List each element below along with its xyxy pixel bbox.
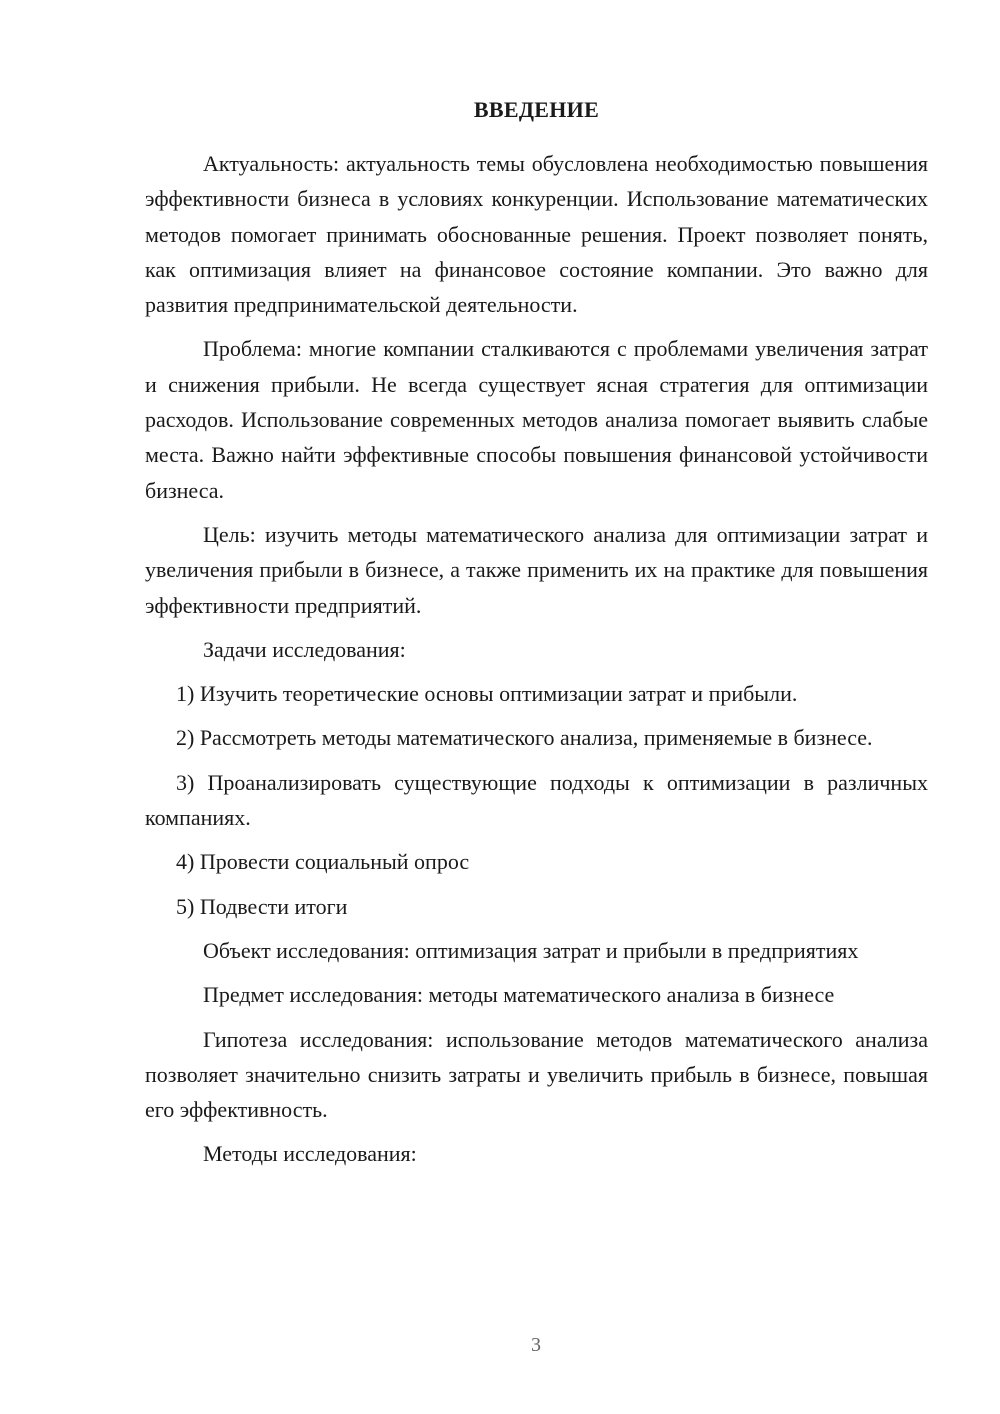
paragraph-tasks-intro: Задачи исследования: [203, 636, 406, 662]
paragraph-relevance: Актуальность: актуальность темы обусловлена необходимостью повышения эффективности бизнеса в условиях конкуренции. Использование математических методов помогает принимать обоснованные решения. Проект позволяет понять, как оптимизация влияет на финансовое состояние компании. Это важно для развития предпринимательской деятельности. [145, 151, 928, 318]
task-item-4: 4) Провести социальный опрос [176, 849, 470, 875]
document-page [145, 96, 928, 1181]
task-item-3: 3) Проанализировать существующие подходы к оптимизации в различных компаниях. [145, 769, 928, 831]
paragraph-object: Объект исследования: оптимизация затрат и прибыли в предприятиях [203, 937, 859, 963]
paragraph-subject: Предмет исследования: методы математического анализа в бизнесе [203, 982, 835, 1008]
page-number: 3 [531, 1334, 541, 1356]
task-item-2: 2) Рассмотреть методы математического анализа, применяемые в бизнесе. [176, 725, 873, 751]
task-item-5: 5) Подвести итоги [176, 893, 348, 919]
task-item-1: 1) Изучить теоретические основы оптимизации затрат и прибыли. [176, 681, 798, 707]
paragraph-hypothesis: Гипотеза исследования: использование методов математического анализа позволяет значительно снизить затраты и увеличить прибыль в бизнесе, повышая его эффективность. [145, 1026, 928, 1123]
section-heading: ВВЕДЕНИЕ [473, 97, 600, 122]
paragraph-goal: Цель: изучить методы математического анализа для оптимизации затрат и увеличения прибыли в бизнесе, а также применить их на практике для повышения эффективности предприятий. [145, 521, 928, 618]
paragraph-methods: Методы исследования: [203, 1141, 417, 1167]
paragraph-problem: Проблема: многие компании сталкиваются с проблемами увеличения затрат и снижения прибыли. Не всегда существует ясная стратегия для оптимизации расходов. Использование современных методов анализа помогает выявить слабые места. Важно найти эффективные способы повышения финансовой устойчивости бизнеса. [145, 336, 928, 503]
